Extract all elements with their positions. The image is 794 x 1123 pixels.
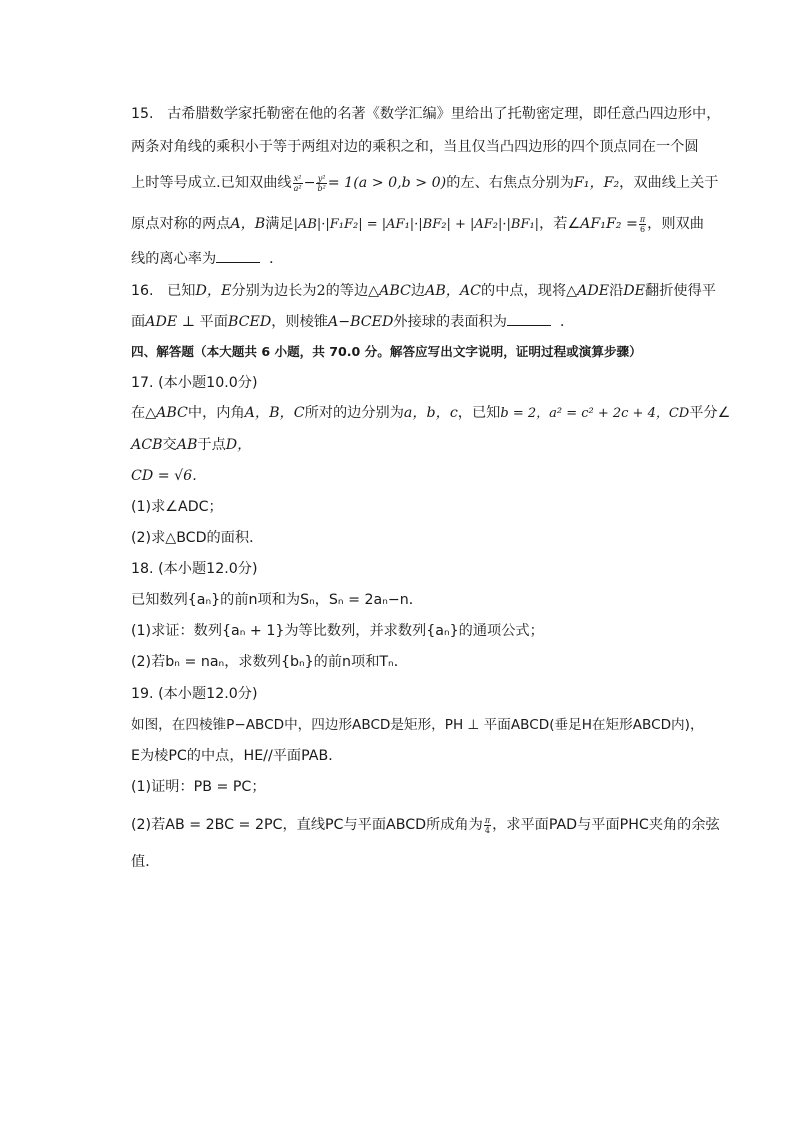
problem-18-question-1: (1)求证：数列{aₙ + 1}为等比数列，并求数列{aₙ}的通项公式； [131,623,544,639]
fraction-y2-b2: $\frac{\text{y²}}{\text{b²}}$ [317,173,326,193]
fraction-pi-6: $\frac{\pi}{6}$ [639,214,646,234]
problem-16-line-2: 面ADE ⊥ 平面BCED，则棱锥A−BCED外接球的表面积为 ． [131,311,701,332]
problem-19-line-1: 如图，在四棱锥P−ABCD中，四边形ABCD是矩形，PH ⊥ 平面ABCD(垂足H在矩形ABCD内)， [131,717,704,733]
answer-blank[interactable] [507,311,551,326]
fraction-pi-4: $\frac{\pi}{4}$ [484,815,491,835]
problem-19-header: 19. (本小题12.0分) [131,686,258,702]
section-heading: 四、解答题（本大题共 6 小题，共 70.0 分。解答应写出文字说明，证明过程或演算步骤） [131,344,642,359]
problem-19-question-2: (2)若AB = 2BC = 2PC，直线PC与平面ABCD所成角为 $\frac{\pi}{4}$ ，求平面PAD与平面PHC夹角的余弦 [131,815,720,835]
fraction-x2-a2: $\frac{\text{x²}}{\text{a²}}$ [293,173,302,193]
problem-15-line-4: 原点对称的两点A，B满足|AB|·|F₁F₂| = |AF₁|·|BF₂| + |AF₂|·|BF₁|，若∠AF₁F₂ = $\frac{\pi}{6}$ ，则双曲 [131,214,704,234]
answer-blank[interactable] [216,248,260,263]
problem-17-header: 17. (本小题10.0分) [131,375,258,391]
problem-18-header: 18. (本小题12.0分) [131,561,258,577]
problem-17-question-1: (1)求∠ADC； [131,499,223,515]
problem-17-line-3: CD = √6. [131,468,197,484]
problem-15-line-3: 上时等号成立.已知双曲线 $\frac{\text{x²}}{\text{a²}}$ − $\frac{\text{y²}}{\text{b²}}$ = 1(a > 0,b > 0)的左、右焦点分别为F₁，F₂，双曲线上关于 [131,173,719,193]
problem-17-line-1: 在△ABC中，内角A，B，C所对的边分别为a，b，c，已知b = 2，a² = c² + 2c + 4，CD平分∠ [131,405,731,421]
problem-18-line-1: 已知数列{aₙ}的前n项和为Sₙ，Sₙ = 2aₙ−n． [131,592,423,608]
problem-17-question-2: (2)求△BCD的面积． [131,530,264,546]
problem-15-line-5: 线的离心率为 ． [131,248,701,269]
problem-16-line-1: 16. 已知D，E分别为边长为2的等边△ABC边AB，AC的中点，现将△ADE沿DE翻折使得平 [131,283,716,299]
problem-15-line-2: 两条对角线的乘积小于等于两组对边的乘积之和，当且仅当凸四边形的四个顶点同在一个圆 [131,139,699,155]
problem-19-question-1: (1)证明：PB = PC； [131,779,266,795]
problem-17-line-2: ACB交AB于点D， [131,437,252,453]
problem-19-question-2-end: 值． [131,854,160,870]
problem-19-line-2: E为棱PC的中点，HE//平面PAB． [131,748,343,764]
problem-15-line-1: 15. 古希腊数学家托勒密在他的名著《数学汇编》里给出了托勒密定理，即任意凸四边形中， [131,106,721,122]
problem-18-question-2: (2)若bₙ = naₙ，求数列{bₙ}的前n项和Tₙ． [131,654,408,670]
